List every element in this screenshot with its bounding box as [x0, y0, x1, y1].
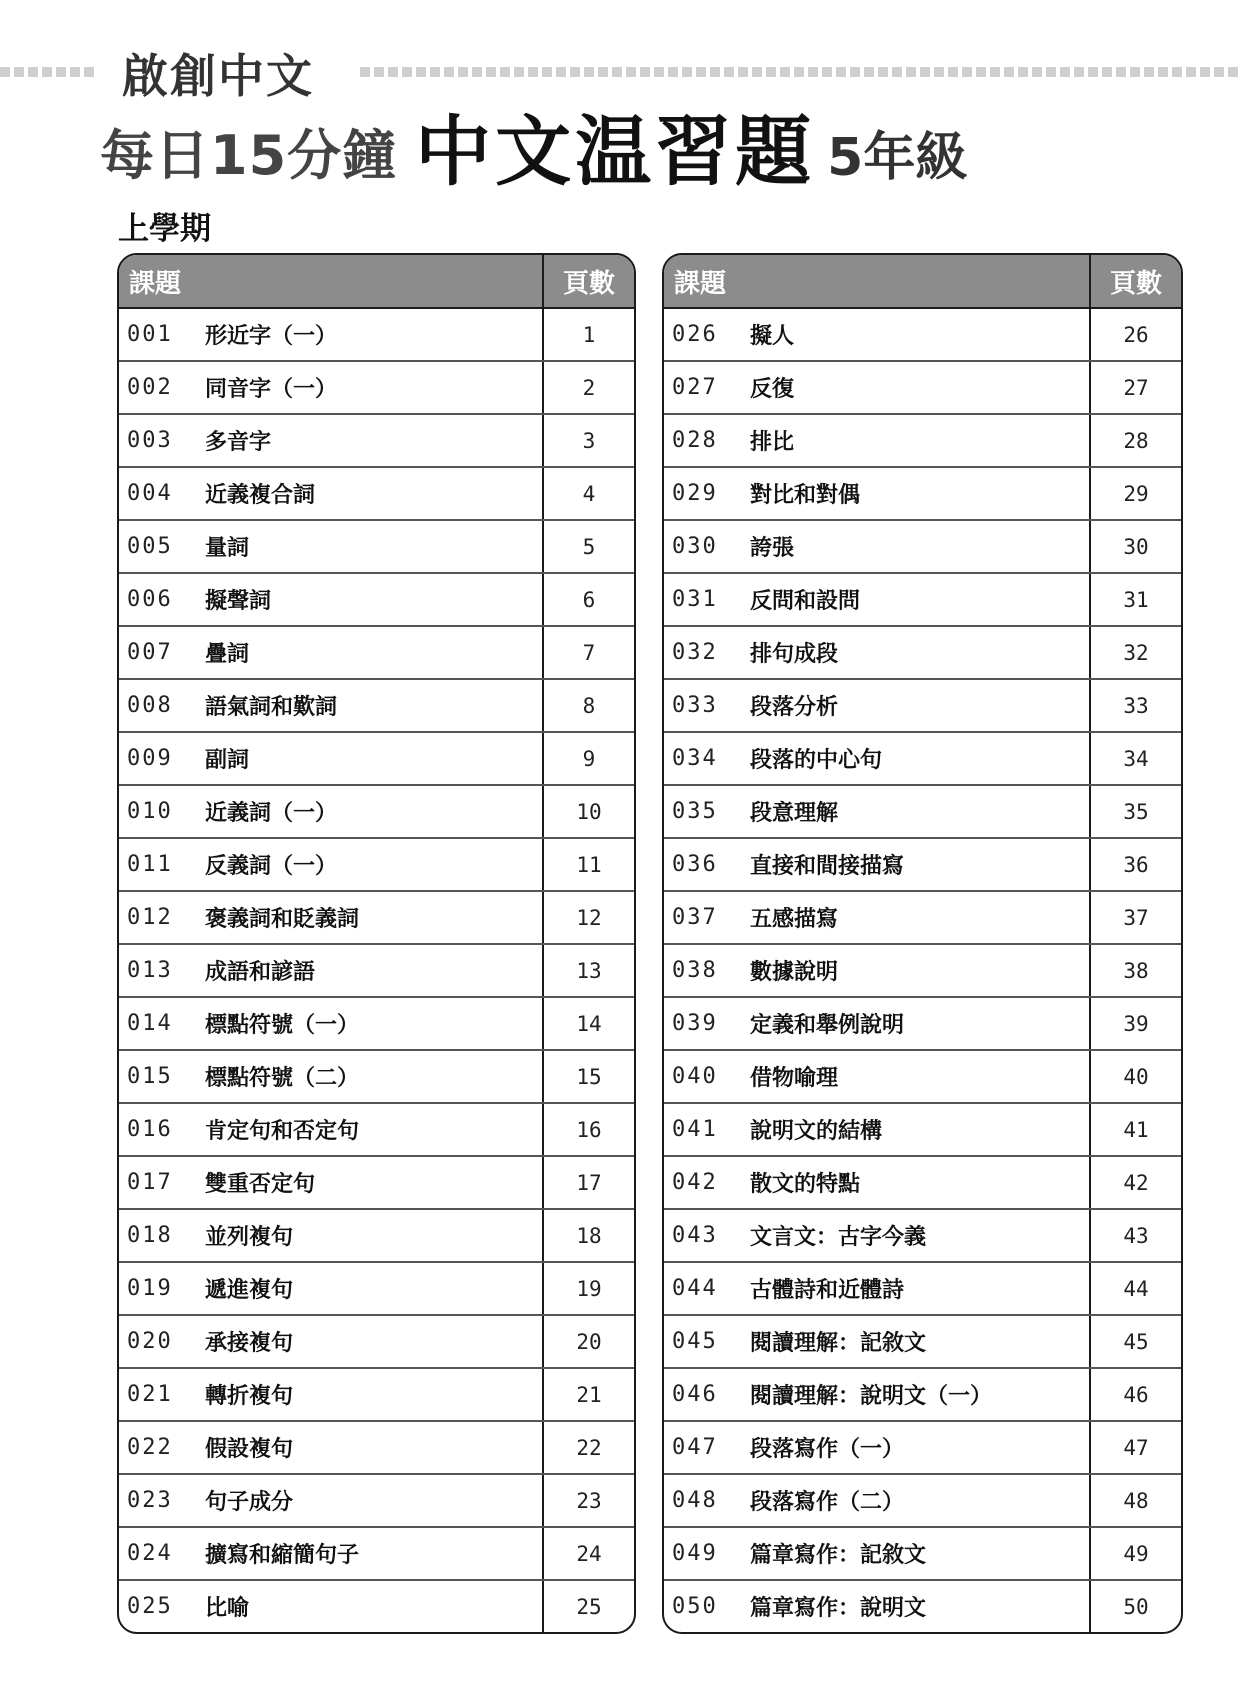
table-row [664, 998, 1181, 1051]
topic-cell [664, 362, 1089, 413]
table-row [664, 786, 1181, 839]
table-row [119, 1104, 634, 1157]
lesson-title: 多音字 [205, 430, 272, 455]
lesson-title: 數據說明 [750, 960, 839, 985]
topic-cell [119, 1581, 542, 1632]
lesson-title: 近義複合詞 [205, 483, 316, 508]
table-row [664, 574, 1181, 627]
table-row [119, 786, 634, 839]
topic-cell [119, 309, 542, 360]
lesson-title: 反復 [750, 377, 795, 402]
page-number: 28 [1089, 415, 1181, 466]
topic-cell [664, 1210, 1089, 1261]
page-number: 42 [1089, 1157, 1181, 1208]
topic-cell [119, 627, 542, 678]
table-row [664, 521, 1181, 574]
topic-cell [664, 1051, 1089, 1102]
lesson-number: 022 [127, 1435, 173, 1460]
page-number: 12 [542, 892, 634, 943]
lesson-title: 雙重否定句 [205, 1172, 316, 1197]
topic-cell [664, 521, 1089, 572]
page-number: 45 [1089, 1316, 1181, 1367]
topic-cell [119, 521, 542, 572]
lesson-title: 褒義詞和貶義詞 [205, 907, 360, 932]
topic-cell [664, 733, 1089, 784]
lesson-number: 012 [127, 905, 173, 930]
lesson-number: 025 [127, 1594, 173, 1619]
page-number: 37 [1089, 892, 1181, 943]
table-row [664, 1051, 1181, 1104]
page-number: 23 [542, 1475, 634, 1526]
lesson-title: 段落分析 [750, 695, 839, 720]
page-number: 22 [542, 1422, 634, 1473]
lesson-title: 疊詞 [205, 642, 250, 667]
topic-cell [119, 1422, 542, 1473]
lesson-title: 閱讀理解：記敘文 [750, 1331, 927, 1356]
lesson-number: 018 [127, 1223, 173, 1248]
lesson-title: 反問和設問 [750, 589, 861, 614]
lesson-title: 對比和對偶 [750, 483, 861, 508]
table-row [664, 733, 1181, 786]
page-title: 中文温習題 [415, 107, 816, 196]
page-number: 13 [542, 945, 634, 996]
lesson-number: 046 [672, 1382, 718, 1407]
topic-cell [664, 1104, 1089, 1155]
lesson-title: 段落的中心句 [750, 748, 883, 773]
topic-cell [119, 574, 542, 625]
page-number: 14 [542, 998, 634, 1049]
lesson-number: 036 [672, 852, 718, 877]
page-number: 49 [1089, 1528, 1181, 1579]
header-page: 頁數 [1089, 255, 1181, 307]
lesson-number: 031 [672, 587, 718, 612]
page-number: 38 [1089, 945, 1181, 996]
page-number: 21 [542, 1369, 634, 1420]
page-number: 41 [1089, 1104, 1181, 1155]
table-row [664, 1104, 1181, 1157]
topic-cell [119, 362, 542, 413]
lesson-number: 001 [127, 322, 173, 347]
table-row [664, 680, 1181, 733]
table-row [119, 627, 634, 680]
header-topic: 課題 [129, 268, 182, 299]
lesson-title: 定義和舉例說明 [750, 1013, 905, 1038]
lesson-title: 遞進複句 [205, 1278, 294, 1303]
lesson-title: 量詞 [205, 536, 250, 561]
topic-cell [664, 998, 1089, 1049]
table-row [119, 1422, 634, 1475]
table-row [119, 574, 634, 627]
page-number: 7 [542, 627, 634, 678]
topic-cell [664, 1475, 1089, 1526]
lesson-number: 045 [672, 1329, 718, 1354]
page-number: 3 [542, 415, 634, 466]
lesson-title: 文言文：古字今義 [750, 1225, 927, 1250]
page-number: 46 [1089, 1369, 1181, 1420]
topic-cell [664, 627, 1089, 678]
lesson-title: 同音字（一） [205, 377, 338, 402]
lesson-number: 016 [127, 1117, 173, 1142]
page-number: 35 [1089, 786, 1181, 837]
topic-cell [119, 1104, 542, 1155]
topic-cell [119, 1369, 542, 1420]
table-row [664, 839, 1181, 892]
lesson-title: 句子成分 [205, 1490, 294, 1515]
lesson-number: 014 [127, 1011, 173, 1036]
lesson-title: 擬人 [750, 324, 795, 349]
lesson-title: 段意理解 [750, 801, 839, 826]
page-number: 25 [542, 1581, 634, 1632]
topic-cell [664, 309, 1089, 360]
page-number: 11 [542, 839, 634, 890]
topic-cell [119, 1263, 542, 1314]
lesson-number: 005 [127, 534, 173, 559]
lesson-number: 003 [127, 428, 173, 453]
table-row [664, 468, 1181, 521]
table-row [119, 468, 634, 521]
topic-cell [119, 468, 542, 519]
page-number: 17 [542, 1157, 634, 1208]
page-number: 24 [542, 1528, 634, 1579]
table-row [664, 362, 1181, 415]
lesson-title: 擴寫和縮簡句子 [205, 1543, 360, 1568]
topic-cell [664, 1528, 1089, 1579]
topic-cell [664, 415, 1089, 466]
table-body [664, 309, 1181, 1632]
page-number: 16 [542, 1104, 634, 1155]
table-row [119, 892, 634, 945]
topic-cell [664, 1422, 1089, 1473]
lesson-number: 020 [127, 1329, 173, 1354]
topic-cell [664, 945, 1089, 996]
lesson-title: 說明文的結構 [750, 1119, 883, 1144]
table-row [664, 627, 1181, 680]
lesson-number: 040 [672, 1064, 718, 1089]
topic-cell [119, 945, 542, 996]
topic-cell [119, 733, 542, 784]
page-number: 31 [1089, 574, 1181, 625]
page-number: 47 [1089, 1422, 1181, 1473]
lesson-number: 028 [672, 428, 718, 453]
table-row [119, 309, 634, 362]
page-number: 30 [1089, 521, 1181, 572]
lesson-title: 閱讀理解：說明文（一） [750, 1384, 993, 1409]
lesson-title: 誇張 [750, 536, 795, 561]
page-number: 4 [542, 468, 634, 519]
toc-table-left [117, 253, 636, 1634]
lesson-number: 043 [672, 1223, 718, 1248]
page-number: 5 [542, 521, 634, 572]
table-row [664, 1210, 1181, 1263]
topic-cell [119, 1051, 542, 1102]
lesson-number: 006 [127, 587, 173, 612]
topic-cell [119, 839, 542, 890]
table-row [119, 998, 634, 1051]
topic-cell [664, 680, 1089, 731]
table-row [664, 1528, 1181, 1581]
lesson-number: 044 [672, 1276, 718, 1301]
table-row [119, 1581, 634, 1632]
page-number: 33 [1089, 680, 1181, 731]
lesson-number: 029 [672, 481, 718, 506]
table-row [664, 1581, 1181, 1632]
semester-heading: 上學期 [118, 211, 211, 247]
table-row [119, 362, 634, 415]
lesson-number: 021 [127, 1382, 173, 1407]
lesson-number: 026 [672, 322, 718, 347]
title-row [100, 100, 968, 196]
lesson-number: 010 [127, 799, 173, 824]
page-number: 32 [1089, 627, 1181, 678]
lesson-title: 標點符號（一） [205, 1013, 360, 1038]
topic-cell [664, 1263, 1089, 1314]
lesson-title: 近義詞（一） [205, 801, 338, 826]
topic-cell [119, 1475, 542, 1526]
lesson-number: 048 [672, 1488, 718, 1513]
lesson-title: 肯定句和否定句 [205, 1119, 360, 1144]
lesson-title: 反義詞（一） [205, 854, 338, 879]
brand-name: 啟創中文 [122, 49, 314, 103]
lesson-number: 047 [672, 1435, 718, 1460]
lesson-number: 017 [127, 1170, 173, 1195]
table-row [119, 1528, 634, 1581]
lesson-number: 038 [672, 958, 718, 983]
table-row [664, 1316, 1181, 1369]
lesson-title: 標點符號（二） [205, 1066, 360, 1091]
page-number: 26 [1089, 309, 1181, 360]
table-body [119, 309, 634, 1632]
table-row [664, 1475, 1181, 1528]
lesson-title: 語氣詞和歎詞 [205, 695, 338, 720]
toc-table-right [662, 253, 1183, 1634]
page-number: 40 [1089, 1051, 1181, 1102]
lesson-title: 擬聲詞 [205, 589, 272, 614]
topic-cell [119, 1210, 542, 1261]
topic-cell [664, 786, 1089, 837]
table-row [119, 680, 634, 733]
lesson-number: 032 [672, 640, 718, 665]
topic-cell [664, 468, 1089, 519]
topic-cell [664, 839, 1089, 890]
lesson-title: 篇章寫作：說明文 [750, 1596, 927, 1621]
table-row [119, 1051, 634, 1104]
topic-cell [664, 1581, 1089, 1632]
lesson-number: 027 [672, 375, 718, 400]
page-number: 8 [542, 680, 634, 731]
table-header [119, 255, 634, 309]
table-row [119, 839, 634, 892]
lesson-number: 013 [127, 958, 173, 983]
page-number: 2 [542, 362, 634, 413]
table-row [664, 309, 1181, 362]
table-row [119, 521, 634, 574]
lesson-title: 承接複句 [205, 1331, 294, 1356]
table-header [664, 255, 1181, 309]
topic-cell [119, 680, 542, 731]
page-number: 19 [542, 1263, 634, 1314]
page-number: 39 [1089, 998, 1181, 1049]
decorative-dots-left [0, 67, 95, 77]
lesson-title: 篇章寫作：記敘文 [750, 1543, 927, 1568]
lesson-title: 並列複句 [205, 1225, 294, 1250]
grade-label: 5年級 [827, 128, 968, 188]
page-number: 9 [542, 733, 634, 784]
table-row [664, 1369, 1181, 1422]
lesson-number: 033 [672, 693, 718, 718]
lesson-title: 排比 [750, 430, 795, 455]
lesson-title: 排句成段 [750, 642, 839, 667]
topic-cell [119, 1316, 542, 1367]
page-number: 1 [542, 309, 634, 360]
lesson-number: 011 [127, 852, 173, 877]
page-number: 36 [1089, 839, 1181, 890]
topic-cell [119, 1528, 542, 1579]
lesson-title: 副詞 [205, 748, 250, 773]
topic-cell [664, 1157, 1089, 1208]
table-row [664, 892, 1181, 945]
lesson-number: 034 [672, 746, 718, 771]
table-row [119, 1369, 634, 1422]
lesson-number: 035 [672, 799, 718, 824]
page-number: 18 [542, 1210, 634, 1261]
header-topic: 課題 [674, 268, 727, 299]
page-number: 29 [1089, 468, 1181, 519]
table-row [664, 1157, 1181, 1210]
lesson-title: 形近字（一） [205, 324, 338, 349]
page-number: 6 [542, 574, 634, 625]
lesson-number: 019 [127, 1276, 173, 1301]
topic-cell [664, 574, 1089, 625]
table-row [664, 945, 1181, 998]
page-number: 20 [542, 1316, 634, 1367]
decorative-dots-right [360, 67, 1240, 77]
page-number: 44 [1089, 1263, 1181, 1314]
topic-cell [119, 892, 542, 943]
page-number: 50 [1089, 1581, 1181, 1632]
topic-cell [119, 415, 542, 466]
table-row [119, 1157, 634, 1210]
topic-cell [664, 1369, 1089, 1420]
table-row [664, 1422, 1181, 1475]
lesson-number: 008 [127, 693, 173, 718]
topic-cell [119, 998, 542, 1049]
lesson-number: 004 [127, 481, 173, 506]
page-number: 43 [1089, 1210, 1181, 1261]
lesson-number: 009 [127, 746, 173, 771]
table-row [119, 1475, 634, 1528]
topic-cell [664, 892, 1089, 943]
table-row [119, 733, 634, 786]
lesson-title: 段落寫作（一） [750, 1437, 905, 1462]
header-page: 頁數 [542, 255, 634, 307]
lesson-number: 039 [672, 1011, 718, 1036]
lesson-number: 023 [127, 1488, 173, 1513]
lesson-title: 借物喻理 [750, 1066, 839, 1091]
table-row [119, 1210, 634, 1263]
lesson-number: 015 [127, 1064, 173, 1089]
topic-cell [664, 1316, 1089, 1367]
lesson-title: 轉折複句 [205, 1384, 294, 1409]
page-number: 10 [542, 786, 634, 837]
lesson-number: 049 [672, 1541, 718, 1566]
title-subtitle: 每日15分鐘 [100, 124, 398, 187]
lesson-number: 042 [672, 1170, 718, 1195]
table-row [664, 1263, 1181, 1316]
page-number: 48 [1089, 1475, 1181, 1526]
lesson-number: 030 [672, 534, 718, 559]
page-number: 34 [1089, 733, 1181, 784]
lesson-number: 024 [127, 1541, 173, 1566]
topic-cell [119, 786, 542, 837]
lesson-title: 段落寫作（二） [750, 1490, 905, 1515]
lesson-title: 散文的特點 [750, 1172, 861, 1197]
page-number: 27 [1089, 362, 1181, 413]
topic-cell [119, 1157, 542, 1208]
lesson-title: 五感描寫 [750, 907, 839, 932]
lesson-number: 050 [672, 1594, 718, 1619]
page-number: 15 [542, 1051, 634, 1102]
lesson-number: 041 [672, 1117, 718, 1142]
lesson-title: 成語和諺語 [205, 960, 316, 985]
table-row [119, 415, 634, 468]
table-row [664, 415, 1181, 468]
table-row [119, 945, 634, 998]
lesson-title: 比喻 [205, 1596, 250, 1621]
lesson-number: 002 [127, 375, 173, 400]
table-row [119, 1263, 634, 1316]
lesson-title: 直接和間接描寫 [750, 854, 905, 879]
lesson-number: 037 [672, 905, 718, 930]
lesson-title: 古體詩和近體詩 [750, 1278, 905, 1303]
lesson-title: 假設複句 [205, 1437, 294, 1462]
lesson-number: 007 [127, 640, 173, 665]
table-row [119, 1316, 634, 1369]
